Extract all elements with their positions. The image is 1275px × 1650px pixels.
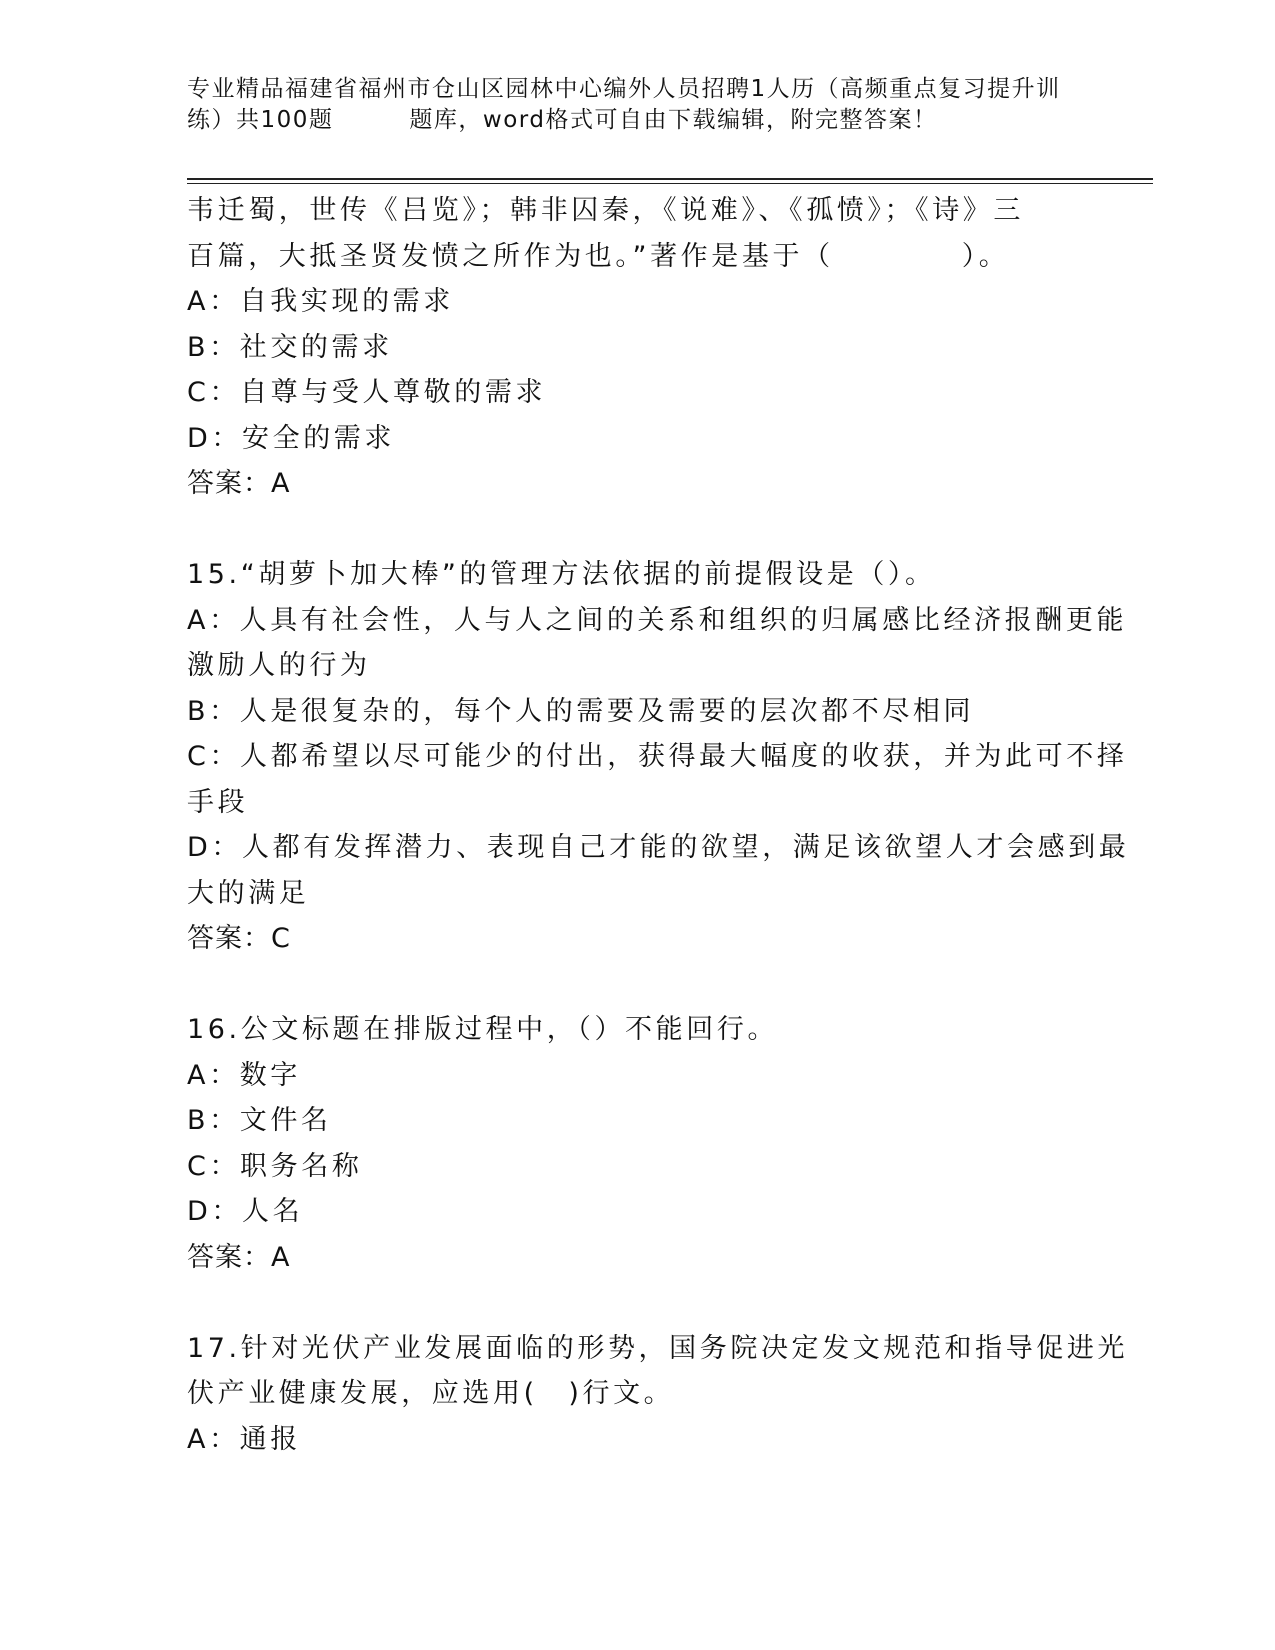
header-line-1: 专业精品福建省福州市仓山区园林中心编外人员招聘1人历（高频重点复习提升训 — [187, 76, 1061, 102]
q15-option-d-line-2: 大的满足 — [187, 877, 310, 909]
header-line-2 — [187, 105, 1087, 136]
q16-stem: 16.公文标题在排版过程中，（）不能回行。 — [187, 1014, 779, 1045]
q16-option-a: A：数字 — [187, 1059, 301, 1091]
question-15 — [187, 552, 1130, 962]
question-14 — [187, 188, 1087, 507]
q15-option-a-line-2: 激励人的行为 — [187, 650, 371, 681]
q14-stem-line-2-end: ）。 — [961, 240, 1010, 272]
q16-option-b: B：文件名 — [187, 1105, 332, 1136]
header-rule-thin — [187, 183, 1153, 184]
header-line-2-end: 题库，word格式可自由下载编辑，附完整答案！ — [409, 107, 938, 133]
q16-option-d: D：人名 — [187, 1196, 304, 1227]
q15-option-b: B：人是很复杂的，每个人的需要及需要的层次都不尽相同 — [187, 695, 975, 727]
header-rule-thick — [187, 178, 1153, 180]
q14-option-c: C：自尊与受人尊敬的需求 — [187, 377, 547, 408]
q15-stem: 15.“胡萝卜加大棒”的管理方法依据的前提假设是（）。 — [187, 559, 936, 590]
q14-stem-line-2-text: 百篇，大抵圣贤发愤之所作为也。”著作是基于（ — [187, 240, 834, 272]
q14-option-b: B：社交的需求 — [187, 331, 393, 363]
q14-stem-line-1: 韦迁蜀，世传《吕览》；韩非囚秦，《说难》、《孤愤》；《诗》三 — [187, 195, 1024, 226]
q14-option-d: D：安全的需求 — [187, 422, 395, 454]
q15-option-c-line-1: C：人都希望以尽可能少的付出，获得最大幅度的收获，并为此可不择 — [187, 741, 1128, 772]
q15-option-c-line-2: 手段 — [187, 786, 249, 818]
question-17 — [187, 1326, 1129, 1463]
document-header — [187, 74, 1087, 136]
q15-option-d-line-1: D：人都有发挥潜力、表现自己才能的欲望，满足该欲望人才会感到最 — [187, 832, 1130, 863]
q14-option-a: A：自我实现的需求 — [187, 286, 454, 317]
q16-option-c: C：职务名称 — [187, 1150, 363, 1182]
q17-stem-line-1: 17.针对光伏产业发展面临的形势，国务院决定发文规范和指导促进光 — [187, 1332, 1129, 1364]
q15-answer: 答案：C — [187, 923, 291, 954]
q15-option-a-line-1: A：人具有社会性，人与人之间的关系和组织的归属感比经济报酬更能 — [187, 604, 1128, 636]
q17-option-a: A：通报 — [187, 1423, 301, 1455]
q17-stem-line-2: 伏产业健康发展，应选用( )行文。 — [187, 1378, 675, 1409]
q14-stem-line-2 — [187, 234, 1087, 280]
question-16 — [187, 1007, 1087, 1280]
q14-answer: 答案：A — [187, 468, 291, 499]
q16-answer: 答案：A — [187, 1241, 291, 1273]
question-content — [187, 188, 1130, 1462]
header-line-2-start: 练）共100题 — [187, 107, 334, 133]
